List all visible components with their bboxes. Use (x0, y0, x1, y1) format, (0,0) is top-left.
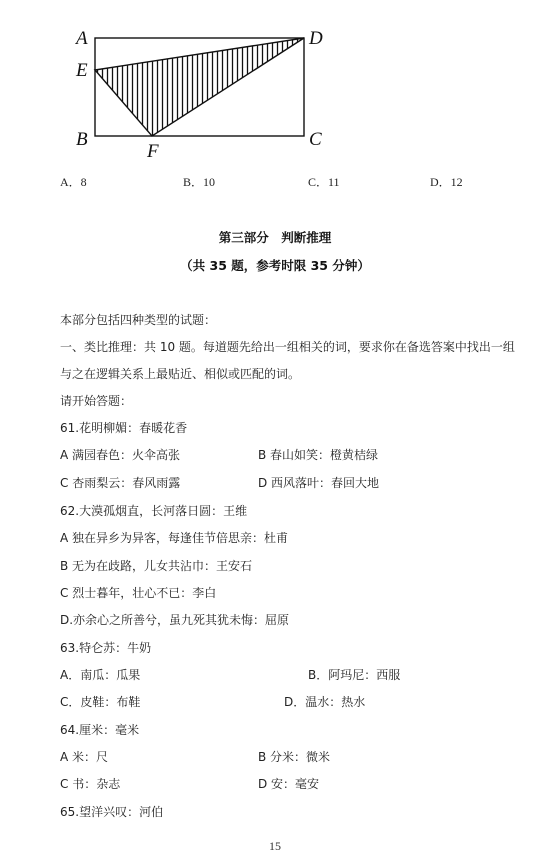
question-64-option-d: D 安：毫安 (258, 777, 320, 791)
page-number: 15 (269, 839, 281, 853)
question-63-stem: 63.特仑苏：牛奶 (60, 641, 152, 655)
label-a: A (76, 28, 88, 49)
intro-type-description: 一、类比推理：共 10 题。每道题先给出一组相关的词，要求你在备选答案中找出一组 (60, 340, 515, 354)
question-63-option-d: D．温水：热水 (284, 695, 366, 709)
label-f: F (147, 141, 159, 162)
question-62-option-c: C 烈士暮年，壮心不已：李白 (60, 586, 217, 600)
intro-line: 本部分包括四种类型的试题： (60, 313, 217, 327)
question-61-option-d: D 西风落叶：春回大地 (258, 476, 380, 490)
question-64-option-b: B 分米：微米 (258, 750, 331, 764)
intro-type-description-cont: 与之在逻辑关系上最贴近、相似或匹配的词。 (60, 367, 301, 381)
shaded-triangle-edf (95, 38, 304, 136)
question-64-stem: 64.厘米：毫米 (60, 723, 140, 737)
question-63-option-b: B．阿玛尼：西服 (308, 668, 401, 682)
question-63-option-c: C．皮鞋：布鞋 (60, 695, 141, 709)
section-title: 第三部分 判断推理 (218, 230, 332, 245)
question-61-option-b: B 春山如笑：橙黄桔绿 (258, 448, 379, 462)
label-c: C (309, 129, 322, 150)
question-62-option-a: A 独在异乡为异客，每逢佳节倍思亲：杜甫 (60, 531, 289, 545)
label-b: B (76, 129, 88, 150)
question-64-option-a: A 米：尺 (60, 750, 109, 764)
prev-option-d: D．12 (430, 175, 463, 189)
prev-option-b: B．10 (183, 175, 216, 189)
label-e: E (76, 60, 88, 81)
question-65-stem: 65.望洋兴叹：河伯 (60, 805, 164, 819)
start-instruction: 请开始答题： (60, 394, 133, 408)
section-subtitle: （共 35 题，参考时限 35 分钟） (180, 258, 370, 273)
prev-option-a: A．8 (60, 175, 87, 189)
question-62-stem: 62.大漠孤烟直，长河落日圆：王维 (60, 504, 248, 518)
prev-option-c: C．11 (308, 175, 340, 189)
question-61-stem: 61.花明柳媚：春暖花香 (60, 421, 188, 435)
question-62-option-d: D.亦余心之所善兮，虽九死其犹未悔：屈原 (60, 613, 290, 627)
question-64-option-c: C 书：杂志 (60, 777, 121, 791)
label-d: D (309, 28, 323, 49)
question-61-option-a: A 满园春色：火伞高张 (60, 448, 181, 462)
question-61-option-c: C 杏雨梨云：春风雨露 (60, 476, 181, 490)
question-62-option-b: B 无为在歧路，儿女共沾巾：王安石 (60, 559, 253, 573)
question-63-option-a: A．南瓜：瓜果 (60, 668, 141, 682)
